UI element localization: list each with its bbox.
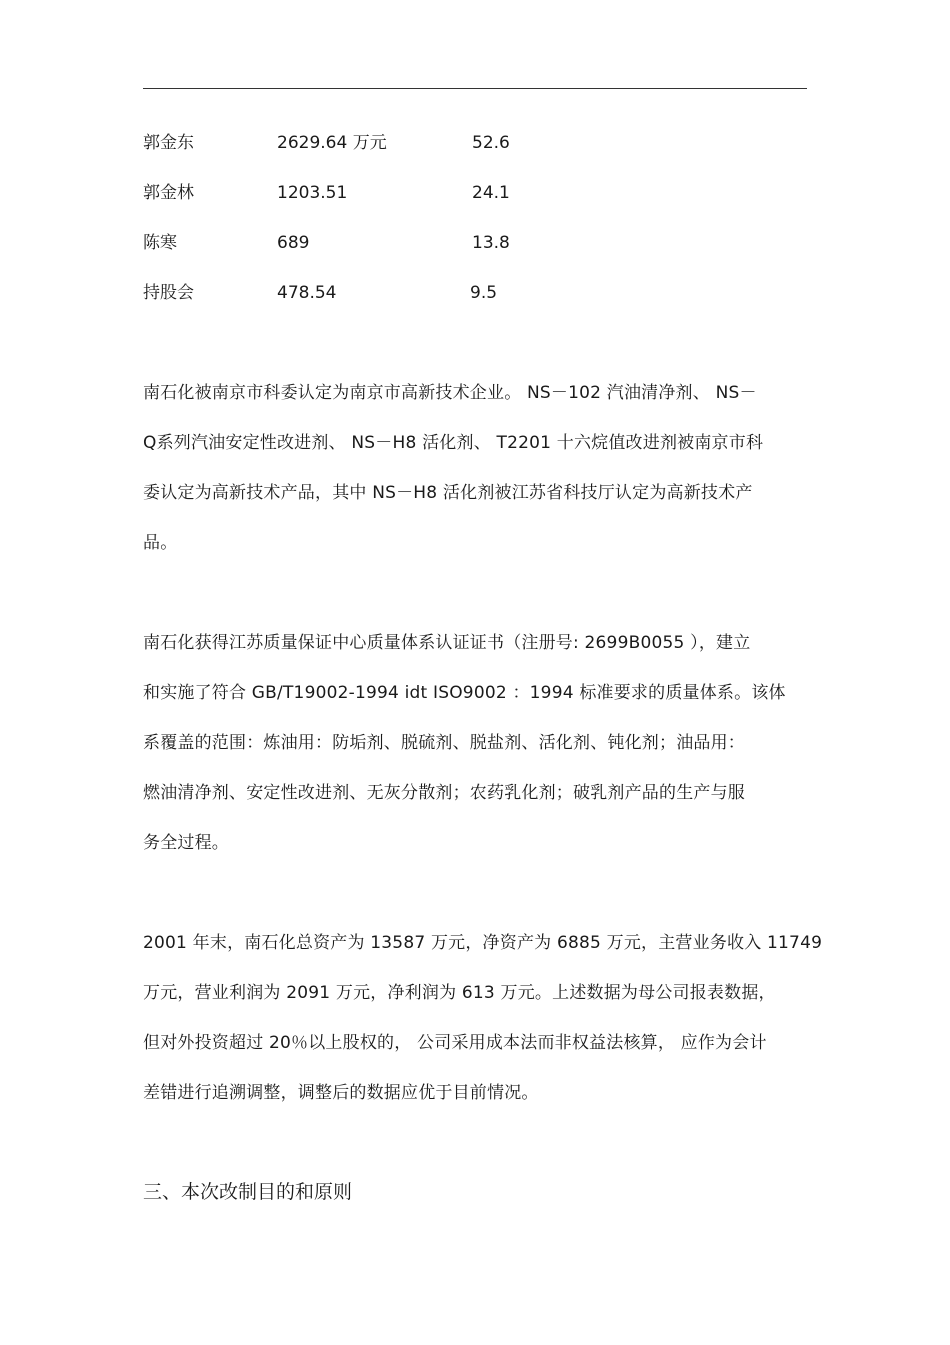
paragraph-line: 品。 xyxy=(143,533,178,553)
shareholder-percent: 13.8 xyxy=(472,233,510,253)
paragraph-line: 南石化获得江苏质量保证中心质量体系认证证书（注册号: 2699B0055 ），建立 xyxy=(143,633,751,653)
shareholder-amount: 478.54 xyxy=(277,283,337,303)
table-row xyxy=(143,180,643,230)
shareholder-percent: 52.6 xyxy=(472,133,510,153)
paragraph-quality-system xyxy=(143,618,808,868)
table-row xyxy=(143,130,643,180)
paragraph-line: 和实施了符合 GB/T19002-1994 idt ISO9002 ：1994 标准要求的质量体系。该体 xyxy=(143,683,786,703)
paragraph-financials xyxy=(143,918,823,1118)
paragraph-high-tech-certification xyxy=(143,368,808,568)
table-row xyxy=(143,230,643,280)
shareholder-name: 郭金林 xyxy=(143,183,194,203)
shareholder-name: 持股会 xyxy=(143,283,194,303)
shareholder-name: 陈寒 xyxy=(143,233,177,253)
shareholder-name: 郭金东 xyxy=(143,133,194,153)
shareholder-table xyxy=(143,130,643,330)
shareholder-percent: 24.1 xyxy=(472,183,510,203)
table-row xyxy=(143,280,643,330)
paragraph-line: 2001 年末，南石化总资产为 13587 万元，净资产为 6885 万元，主营业务收入 11749 xyxy=(143,933,823,953)
paragraph-line: 系覆盖的范围：炼油用：防垢剂、脱硫剂、脱盐剂、活化剂、钝化剂；油品用： xyxy=(143,733,745,753)
shareholder-percent: 9.5 xyxy=(470,283,498,303)
paragraph-line: 南石化被南京市科委认定为南京市高新技术企业。 NS－102 汽油清净剂、 NS－ xyxy=(143,383,757,403)
paragraph-line: 差错进行追溯调整，调整后的数据应优于目前情况。 xyxy=(143,1083,539,1103)
shareholder-amount: 689 xyxy=(277,233,310,253)
shareholder-amount: 1203.51 xyxy=(277,183,348,203)
section-heading: 三、本次改制目的和原则 xyxy=(143,1181,353,1203)
paragraph-line: 但对外投资超过 20％以上股权的， 公司采用成本法而非权益法核算， 应作为会计 xyxy=(143,1033,767,1053)
paragraph-line: Q系列汽油安定性改进剂、 NS－H8 活化剂、 T2201 十六烷值改进剂被南京市科 xyxy=(143,433,764,453)
header-rule xyxy=(143,88,807,89)
shareholder-amount: 2629.64 万元 xyxy=(277,133,387,153)
paragraph-line: 务全过程。 xyxy=(143,833,229,853)
paragraph-line: 燃油清净剂、安定性改进剂、无灰分散剂；农药乳化剂；破乳剂产品的生产与服 xyxy=(143,783,745,803)
paragraph-line: 委认定为高新技术产品，其中 NS－H8 活化剂被江苏省科技厅认定为高新技术产 xyxy=(143,483,753,503)
paragraph-line: 万元，营业利润为 2091 万元，净利润为 613 万元。上述数据为母公司报表数据， xyxy=(143,983,776,1003)
